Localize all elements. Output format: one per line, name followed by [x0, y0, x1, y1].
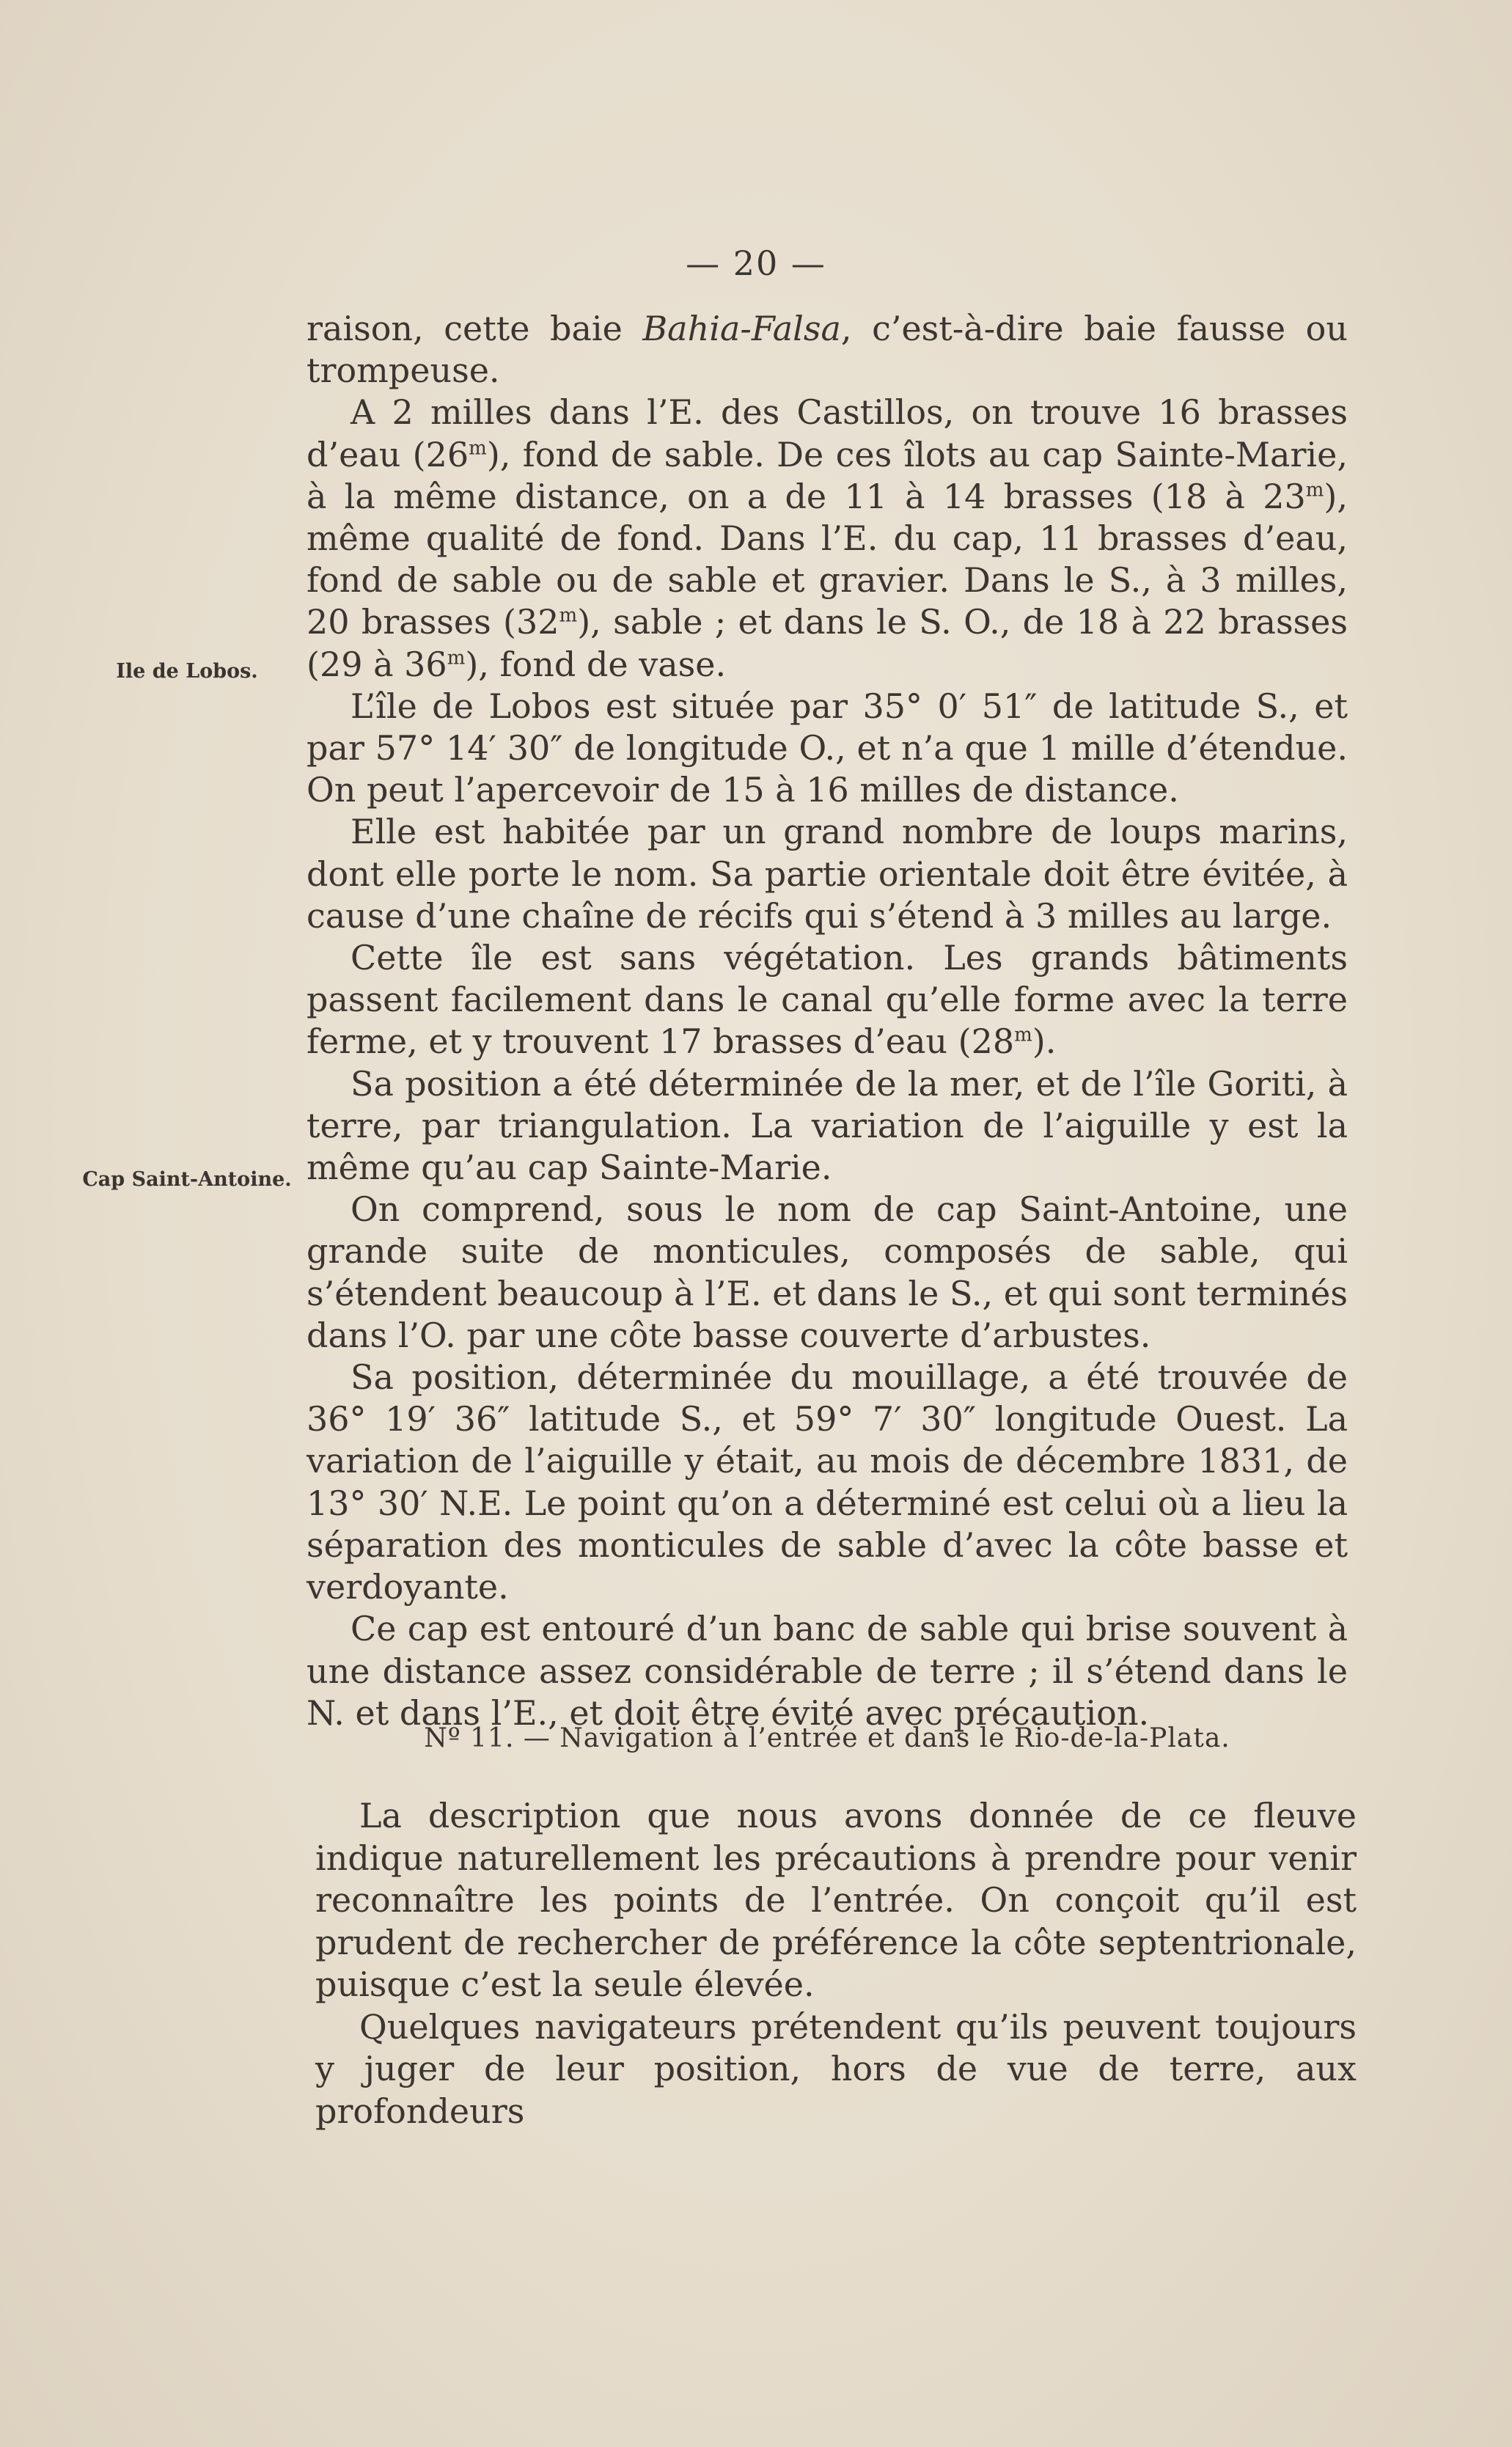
paragraph-8: Sa position, déterminée du mouillage, a été trouvée de 36° 19′ 36″ latitude S., et 59° 7′ 30″ longitude Ouest. La variation de l’aiguille y était, au mois de décembre 1831, de 13° 30′ N.E. Le point qu’on a déterminé est celui où a lieu la séparation des monticules de sable d’avec la côte basse et verdoyante.	[307, 1357, 1348, 1607]
paragraph-7: On comprend, sous le nom de cap Saint-Antoine, une grande suite de monticules, composés de sable, qui s’étendent beaucoup à l’E. et dans le S., et qui sont terminés dans l’O. par une côte basse couverte d’arbustes.	[307, 1189, 1348, 1355]
section-paragraph-2: Quelques navigateurs prétendent qu’ils peuvent toujours y juger de leur position, hors de vue de terre, aux profondeurs	[315, 2006, 1357, 2131]
paragraph-5: Cette île est sans végétation. Les grands bâtiments passent facilement dans le canal qu’elle forme avec la terre ferme, et y trouvent 17 brasses d’eau (28$^m$).	[307, 938, 1348, 1062]
paragraph-3: L’île de Lobos est située par 35° 0′ 51″ de latitude S., et par 57° 14′ 30″ de longitude O., et n’a que 1 mille d’étendue. On peut l’apercevoir de 15 à 16 milles de distance.	[307, 686, 1348, 810]
paragraph-9: Ce cap est entouré d’un banc de sable qui brise souvent à une distance assez considérable de terre ; il s’étend dans le N. et dans l’E., et doit être évité avec précaution.	[307, 1609, 1348, 1733]
page-number: — 20 —	[686, 243, 826, 283]
paragraph-6: Sa position a été déterminée de la mer, et de l’île Goriti, à terre, par triangulation. La variation de l’aiguille y est la même qu’au cap Sainte-Marie.	[307, 1063, 1348, 1188]
margin-note-ile-de-lobos: Ile de Lobos.	[116, 660, 258, 683]
paragraph-1: raison, cette baie Bahia-Falsa, c’est-à-dire baie fausse ou trompeuse.	[307, 309, 1348, 391]
section-heading: Nº 11. — Navigation à l’entrée et dans le Rio-de-la-Plata.	[424, 1723, 1230, 1753]
paragraph-2: A 2 milles dans l’E. des Castillos, on trouve 16 brasses d’eau (26$^m$), fond de sable. De ces îlots au cap Sainte-Marie, à la même distance, on a de 11 à 14 brasses (18 à 23$^m$), même qualité de fond. Dans l’E. du cap, 11 brasses d’eau, fond de sable ou de sable et gravier. Dans le S., à 3 milles, 20 brasses (32$^m$), sable ; et dans le S. O., de 18 à 22 brasses (29 à 36$^m$), fond de vase.	[307, 392, 1348, 684]
main-text	[307, 308, 1348, 1734]
section-paragraph-1: La description que nous avons donnée de ce fleuve indique naturellement les précautions à prendre pour venir reconnaître les points de l’entrée. On conçoit qu’il est prudent de rechercher de préférence la côte septentrionale, puisque c’est la seule élevée.	[315, 1796, 1357, 2004]
bahia-falsa-italic: Bahia-Falsa	[642, 309, 841, 348]
section-text	[315, 1795, 1357, 2132]
margin-note-cap-saint-antoine: Cap Saint-Antoine.	[82, 1168, 292, 1191]
paragraph-4: Elle est habitée par un grand nombre de loups marins, dont elle porte le nom. Sa partie orientale doit être évitée, à cause d’une chaîne de récifs qui s’étend à 3 milles au large.	[307, 812, 1348, 936]
